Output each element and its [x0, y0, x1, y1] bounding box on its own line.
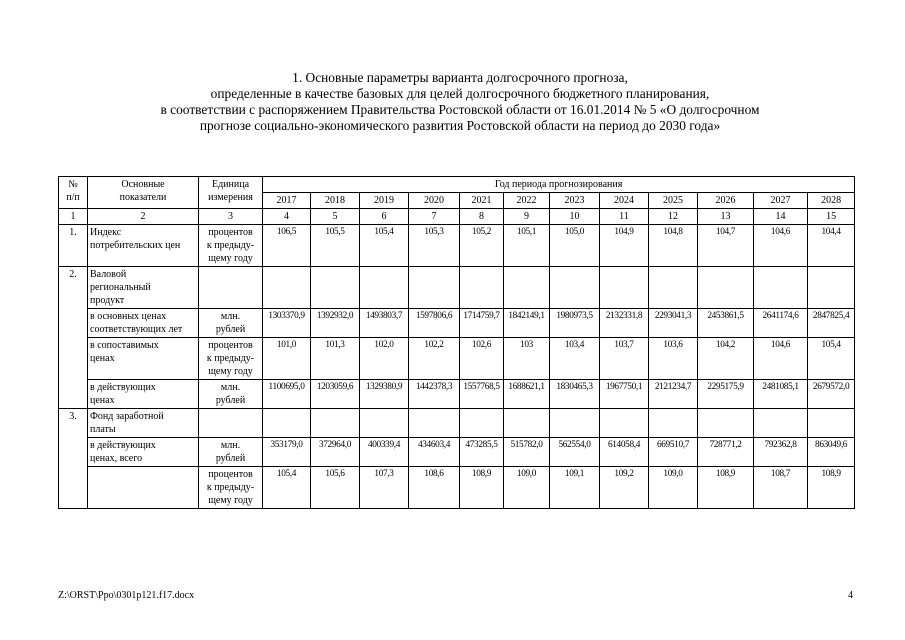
- unit-label: млн. рублей: [199, 309, 263, 338]
- col-number: 3: [199, 209, 263, 225]
- empty-cell: [263, 409, 311, 438]
- indicator-label: в действующих ценах: [88, 380, 199, 409]
- value-cell: 104,6: [754, 225, 808, 267]
- year-cell: 2027: [754, 193, 808, 209]
- table-row: [59, 438, 855, 467]
- empty-cell: [504, 267, 550, 309]
- table-row: [59, 338, 855, 380]
- value-cell: 108,6: [409, 467, 460, 509]
- empty-cell: [311, 409, 360, 438]
- value-cell: 104,6: [754, 338, 808, 380]
- value-cell: 109,0: [504, 467, 550, 509]
- title-line: в соответствии с распоряжением Правительства Ростовской области от 16.01.2014 № 5 «О долгосрочном: [160, 102, 760, 117]
- indicator-label: в действующих ценах, всего: [88, 438, 199, 467]
- value-cell: 105,0: [550, 225, 600, 267]
- empty-cell: [600, 409, 649, 438]
- value-cell: 105,4: [360, 225, 409, 267]
- year-cell: 2019: [360, 193, 409, 209]
- value-cell: 108,9: [698, 467, 754, 509]
- empty-cell: [550, 409, 600, 438]
- value-cell: 2641174,6: [754, 309, 808, 338]
- empty-cell: [460, 409, 504, 438]
- col-number: 11: [600, 209, 649, 225]
- value-cell: 102,6: [460, 338, 504, 380]
- header-unit: Единица измерения: [199, 177, 263, 209]
- empty-cell: [360, 409, 409, 438]
- value-cell: 104,2: [698, 338, 754, 380]
- value-cell: 1557768,5: [460, 380, 504, 409]
- col-number: 7: [409, 209, 460, 225]
- col-number: 12: [649, 209, 698, 225]
- value-cell: 1203059,6: [311, 380, 360, 409]
- table-row: [59, 409, 855, 438]
- indicator-label: в сопоставимых ценах: [88, 338, 199, 380]
- value-cell: 372964,0: [311, 438, 360, 467]
- value-cell: 106,5: [263, 225, 311, 267]
- empty-cell: [698, 409, 754, 438]
- col-number: 8: [460, 209, 504, 225]
- value-cell: 105,4: [808, 338, 855, 380]
- year-cell: 2025: [649, 193, 698, 209]
- value-cell: 2679572,0: [808, 380, 855, 409]
- value-cell: 1980973,5: [550, 309, 600, 338]
- year-cell: 2026: [698, 193, 754, 209]
- indicator-label: Валовой региональный продукт: [88, 267, 199, 309]
- value-cell: 109,0: [649, 467, 698, 509]
- value-cell: 107,3: [360, 467, 409, 509]
- unit-label: процентов к предыду- щему году: [199, 467, 263, 509]
- year-cell: 2028: [808, 193, 855, 209]
- title-line: определенные в качестве базовых для целей долгосрочного бюджетного планирования,: [210, 86, 710, 101]
- value-cell: 2295175,9: [698, 380, 754, 409]
- empty-cell: [649, 267, 698, 309]
- value-cell: 105,3: [409, 225, 460, 267]
- value-cell: 105,1: [504, 225, 550, 267]
- value-cell: 103,7: [600, 338, 649, 380]
- value-cell: 109,2: [600, 467, 649, 509]
- value-cell: 1597806,6: [409, 309, 460, 338]
- year-cell: 2021: [460, 193, 504, 209]
- empty-cell: [649, 409, 698, 438]
- value-cell: 1714759,7: [460, 309, 504, 338]
- unit-label: млн. рублей: [199, 380, 263, 409]
- unit-label: млн. рублей: [199, 438, 263, 467]
- value-cell: 2121234,7: [649, 380, 698, 409]
- empty-cell: [698, 267, 754, 309]
- header-row: [59, 177, 855, 193]
- value-cell: 2453861,5: [698, 309, 754, 338]
- column-numbers-row: [59, 209, 855, 225]
- document-title: [60, 70, 860, 134]
- empty-cell: [754, 267, 808, 309]
- header-period: Год периода прогнозирования: [263, 177, 855, 193]
- title-line: 1. Основные параметры варианта долгосрочного прогноза,: [292, 70, 628, 85]
- value-cell: 102,0: [360, 338, 409, 380]
- value-cell: 1842149,1: [504, 309, 550, 338]
- value-cell: 669510,7: [649, 438, 698, 467]
- year-cell: 2017: [263, 193, 311, 209]
- title-line: прогнозе социально-экономического развития Ростовской области на период до 2030 года»: [199, 118, 721, 133]
- value-cell: 104,8: [649, 225, 698, 267]
- file-path: Z:\ORST\Ppo\0301p121.f17.docx: [58, 590, 195, 601]
- value-cell: 105,4: [263, 467, 311, 509]
- page-number: 4: [848, 590, 853, 601]
- value-cell: 863049,6: [808, 438, 855, 467]
- value-cell: 105,2: [460, 225, 504, 267]
- value-cell: 728771,2: [698, 438, 754, 467]
- indicator-label: в основных ценах соответствующих лет: [88, 309, 199, 338]
- col-number: 5: [311, 209, 360, 225]
- col-number: 4: [263, 209, 311, 225]
- value-cell: 1688621,1: [504, 380, 550, 409]
- value-cell: 614058,4: [600, 438, 649, 467]
- empty-cell: [88, 467, 199, 509]
- value-cell: 105,6: [311, 467, 360, 509]
- value-cell: 102,2: [409, 338, 460, 380]
- value-cell: 1442378,3: [409, 380, 460, 409]
- col-number: 1: [59, 209, 88, 225]
- col-number: 10: [550, 209, 600, 225]
- value-cell: 2847825,4: [808, 309, 855, 338]
- value-cell: 104,4: [808, 225, 855, 267]
- empty-cell: [409, 409, 460, 438]
- empty-cell: [263, 267, 311, 309]
- year-cell: 2018: [311, 193, 360, 209]
- empty-cell: [360, 267, 409, 309]
- col-number: 2: [88, 209, 199, 225]
- value-cell: 101,3: [311, 338, 360, 380]
- value-cell: 2481085,1: [754, 380, 808, 409]
- forecast-table: [58, 176, 855, 509]
- value-cell: 1830465,3: [550, 380, 600, 409]
- empty-cell: [808, 267, 855, 309]
- value-cell: 400339,4: [360, 438, 409, 467]
- empty-cell: [460, 267, 504, 309]
- empty-cell: [808, 409, 855, 438]
- value-cell: 108,7: [754, 467, 808, 509]
- col-number: 14: [754, 209, 808, 225]
- value-cell: 2293041,3: [649, 309, 698, 338]
- value-cell: 562554,0: [550, 438, 600, 467]
- empty-cell: [199, 267, 263, 309]
- row-number: 3.: [59, 409, 88, 509]
- value-cell: 1329380,9: [360, 380, 409, 409]
- value-cell: 1493803,7: [360, 309, 409, 338]
- value-cell: 103: [504, 338, 550, 380]
- empty-cell: [600, 267, 649, 309]
- row-number: 1.: [59, 225, 88, 267]
- indicator-label: Индекс потребительских цен: [88, 225, 199, 267]
- col-number: 13: [698, 209, 754, 225]
- empty-cell: [754, 409, 808, 438]
- value-cell: 1100695,0: [263, 380, 311, 409]
- table-row: [59, 467, 855, 509]
- value-cell: 1392932,0: [311, 309, 360, 338]
- table-row: [59, 380, 855, 409]
- year-cell: 2024: [600, 193, 649, 209]
- empty-cell: [311, 267, 360, 309]
- header-indicators: Основные показатели: [88, 177, 199, 209]
- unit-label: процентов к предыду- щему году: [199, 225, 263, 267]
- value-cell: 103,4: [550, 338, 600, 380]
- value-cell: 2132331,8: [600, 309, 649, 338]
- unit-label: процентов к предыду- щему году: [199, 338, 263, 380]
- empty-cell: [550, 267, 600, 309]
- col-number: 9: [504, 209, 550, 225]
- header-num: № п/п: [59, 177, 88, 209]
- col-number: 15: [808, 209, 855, 225]
- value-cell: 104,7: [698, 225, 754, 267]
- year-cell: 2022: [504, 193, 550, 209]
- value-cell: 103,6: [649, 338, 698, 380]
- value-cell: 104,9: [600, 225, 649, 267]
- table-row: [59, 267, 855, 309]
- empty-cell: [409, 267, 460, 309]
- value-cell: 1303370,9: [263, 309, 311, 338]
- value-cell: 353179,0: [263, 438, 311, 467]
- empty-cell: [504, 409, 550, 438]
- year-cell: 2023: [550, 193, 600, 209]
- value-cell: 108,9: [460, 467, 504, 509]
- table-row: [59, 309, 855, 338]
- value-cell: 105,5: [311, 225, 360, 267]
- col-number: 6: [360, 209, 409, 225]
- value-cell: 792362,8: [754, 438, 808, 467]
- value-cell: 109,1: [550, 467, 600, 509]
- indicator-label: Фонд заработной платы: [88, 409, 199, 438]
- value-cell: 1967750,1: [600, 380, 649, 409]
- row-number: 2.: [59, 267, 88, 409]
- value-cell: 434603,4: [409, 438, 460, 467]
- year-cell: 2020: [409, 193, 460, 209]
- value-cell: 108,9: [808, 467, 855, 509]
- empty-cell: [199, 409, 263, 438]
- table-row: [59, 225, 855, 267]
- value-cell: 515782,0: [504, 438, 550, 467]
- value-cell: 101,0: [263, 338, 311, 380]
- value-cell: 473285,5: [460, 438, 504, 467]
